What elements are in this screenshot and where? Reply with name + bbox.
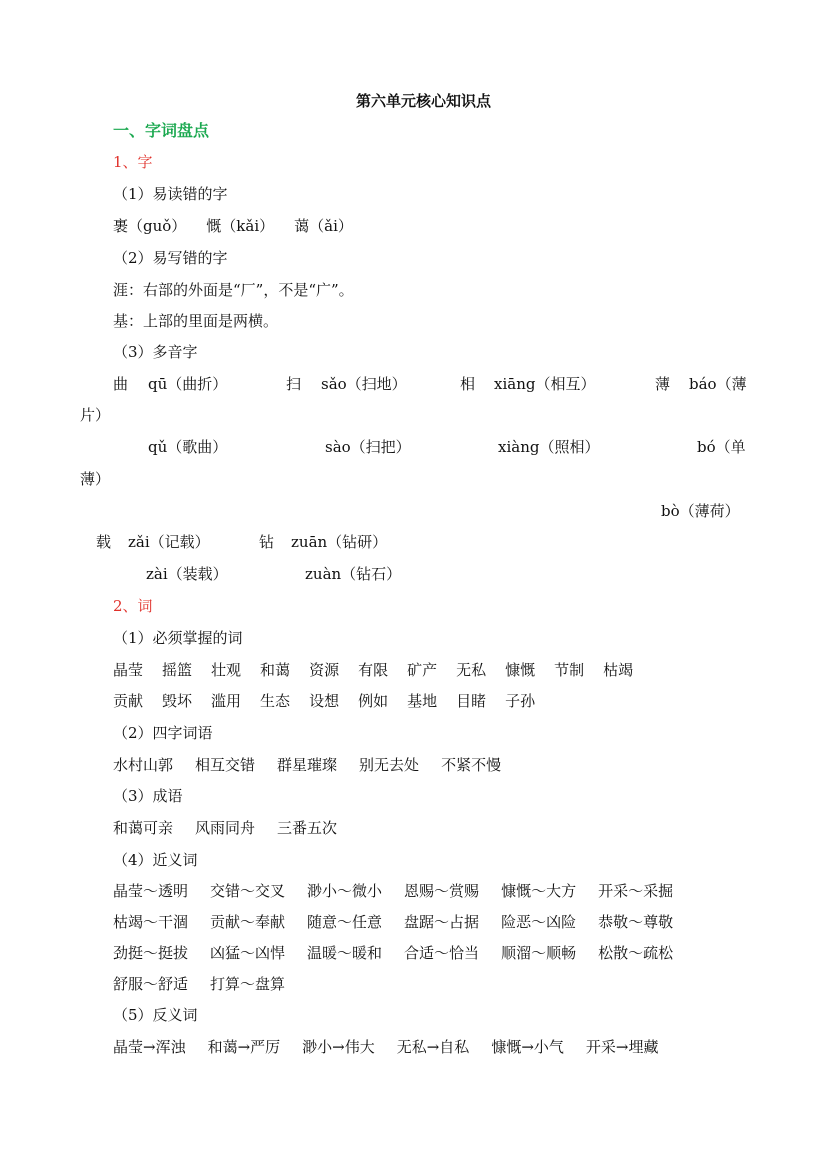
heading-polyphonic: （3）多音字	[113, 343, 198, 361]
word-row	[113, 691, 535, 711]
word-row	[113, 818, 337, 838]
word-item: 和蔼可亲	[113, 819, 174, 837]
word-row	[113, 660, 633, 680]
word-row	[113, 912, 673, 932]
word-item: 开采～采掘	[598, 882, 674, 900]
word-row	[113, 943, 673, 963]
word-item: 舒服～舒适	[113, 975, 189, 993]
poly-reading: xiàng（照相）	[498, 438, 600, 456]
word-item: 矿产	[407, 661, 438, 679]
word-item: 晶莹→浑浊	[113, 1038, 186, 1056]
poly-reading: xiāng（相互）	[494, 375, 596, 393]
section-heading: 一、字词盘点	[113, 121, 210, 140]
heading-must-know: （1）必须掌握的词	[113, 629, 243, 647]
word-row	[113, 1037, 658, 1057]
char-item: 慨（kǎi）	[206, 217, 275, 235]
word-item: 三番五次	[277, 819, 338, 837]
word-row	[113, 755, 501, 775]
word-item: 恩赐～赏赐	[404, 882, 480, 900]
word-item: 温暖～暖和	[307, 944, 383, 962]
poly-reading-cont: 薄）	[80, 470, 111, 488]
word-item: 慷慨	[505, 661, 536, 679]
poly-reading-cont: 片）	[80, 406, 111, 424]
heading-idioms: （3）成语	[113, 787, 183, 805]
subsection-heading-characters: 1、字	[113, 153, 153, 171]
word-item: 慷慨～大方	[501, 882, 577, 900]
poly-reading: sǎo（扫地）	[321, 375, 407, 393]
word-row	[113, 974, 285, 994]
word-item: 交错～交叉	[210, 882, 286, 900]
poly-reading: zuān（钻研）	[291, 533, 388, 551]
word-item: 无私→自私	[396, 1038, 470, 1056]
word-item: 打算～盘算	[210, 975, 286, 993]
word-item: 和蔼→严厉	[207, 1038, 281, 1056]
word-item: 相互交错	[195, 756, 256, 774]
poly-char: 扫	[286, 375, 302, 393]
char-item: 裹（guǒ）	[113, 217, 187, 235]
word-item: 松散～疏松	[598, 944, 674, 962]
word-item: 目睹	[456, 692, 487, 710]
word-item: 险恶～凶险	[501, 913, 577, 931]
poly-reading: qū（曲折）	[148, 375, 228, 393]
poly-char: 薄	[655, 375, 671, 393]
word-row	[113, 881, 673, 901]
word-item: 例如	[358, 692, 389, 710]
word-item: 不紧不慢	[441, 756, 502, 774]
heading-easy-read: （1）易读错的字	[113, 185, 228, 203]
poly-char: 钻	[259, 533, 275, 551]
word-item: 顺溜～顺畅	[501, 944, 577, 962]
easy-read-row	[113, 216, 353, 236]
word-item: 子孙	[505, 692, 536, 710]
poly-reading: zǎi（记载）	[128, 533, 210, 551]
word-item: 资源	[309, 661, 340, 679]
word-item: 毁坏	[162, 692, 193, 710]
char-item: 蔼（ǎi）	[294, 217, 353, 235]
heading-antonyms: （5）反义词	[113, 1006, 198, 1024]
word-item: 无私	[456, 661, 487, 679]
word-item: 风雨同舟	[195, 819, 256, 837]
heading-synonyms: （4）近义词	[113, 851, 198, 869]
poly-reading: báo（薄	[689, 375, 747, 393]
word-item: 枯竭～干涸	[113, 913, 189, 931]
word-item: 有限	[358, 661, 389, 679]
subsection-heading-words: 2、词	[113, 597, 153, 615]
word-item: 节制	[554, 661, 585, 679]
poly-reading: zài（装载）	[146, 565, 228, 583]
word-item: 晶莹～透明	[113, 882, 189, 900]
word-item: 枯竭	[603, 661, 634, 679]
word-item: 贡献	[113, 692, 144, 710]
poly-reading: qǔ（歌曲）	[148, 438, 228, 456]
heading-four-char: （2）四字词语	[113, 724, 213, 742]
word-item: 晶莹	[113, 661, 144, 679]
word-item: 凶猛～凶悍	[210, 944, 286, 962]
word-item: 合适～恰当	[404, 944, 480, 962]
word-item: 恭敬～尊敬	[598, 913, 674, 931]
word-item: 别无去处	[359, 756, 420, 774]
write-note: 基：上部的里面是两横。	[113, 312, 279, 330]
poly-char: 相	[460, 375, 476, 393]
word-item: 生态	[260, 692, 291, 710]
word-item: 和蔼	[260, 661, 291, 679]
word-item: 渺小～微小	[307, 882, 383, 900]
word-item: 开采→埋藏	[585, 1038, 659, 1056]
word-item: 盘踞～占据	[404, 913, 480, 931]
heading-easy-write: （2）易写错的字	[113, 249, 228, 267]
word-item: 壮观	[211, 661, 242, 679]
word-item: 慷慨→小气	[491, 1038, 564, 1056]
poly-reading: zuàn（钻石）	[305, 565, 402, 583]
poly-reading: sào（扫把）	[325, 438, 411, 456]
word-item: 基地	[407, 692, 438, 710]
word-item: 水村山郭	[113, 756, 174, 774]
word-item: 滥用	[211, 692, 242, 710]
write-note: 涯：右部的外面是“厂”，不是“广”。	[113, 281, 354, 299]
poly-reading: bò（薄荷）	[661, 502, 740, 520]
poly-char: 载	[96, 533, 112, 551]
word-item: 设想	[309, 692, 340, 710]
word-item: 劲挺～挺拔	[113, 944, 189, 962]
poly-char: 曲	[113, 375, 129, 393]
word-item: 群星璀璨	[277, 756, 338, 774]
poly-reading: bó（单	[697, 438, 746, 456]
word-item: 渺小→伟大	[302, 1038, 375, 1056]
word-item: 贡献～奉献	[210, 913, 286, 931]
word-item: 随意～任意	[307, 913, 383, 931]
word-item: 摇篮	[162, 661, 193, 679]
page-title: 第六单元核心知识点	[356, 92, 492, 110]
